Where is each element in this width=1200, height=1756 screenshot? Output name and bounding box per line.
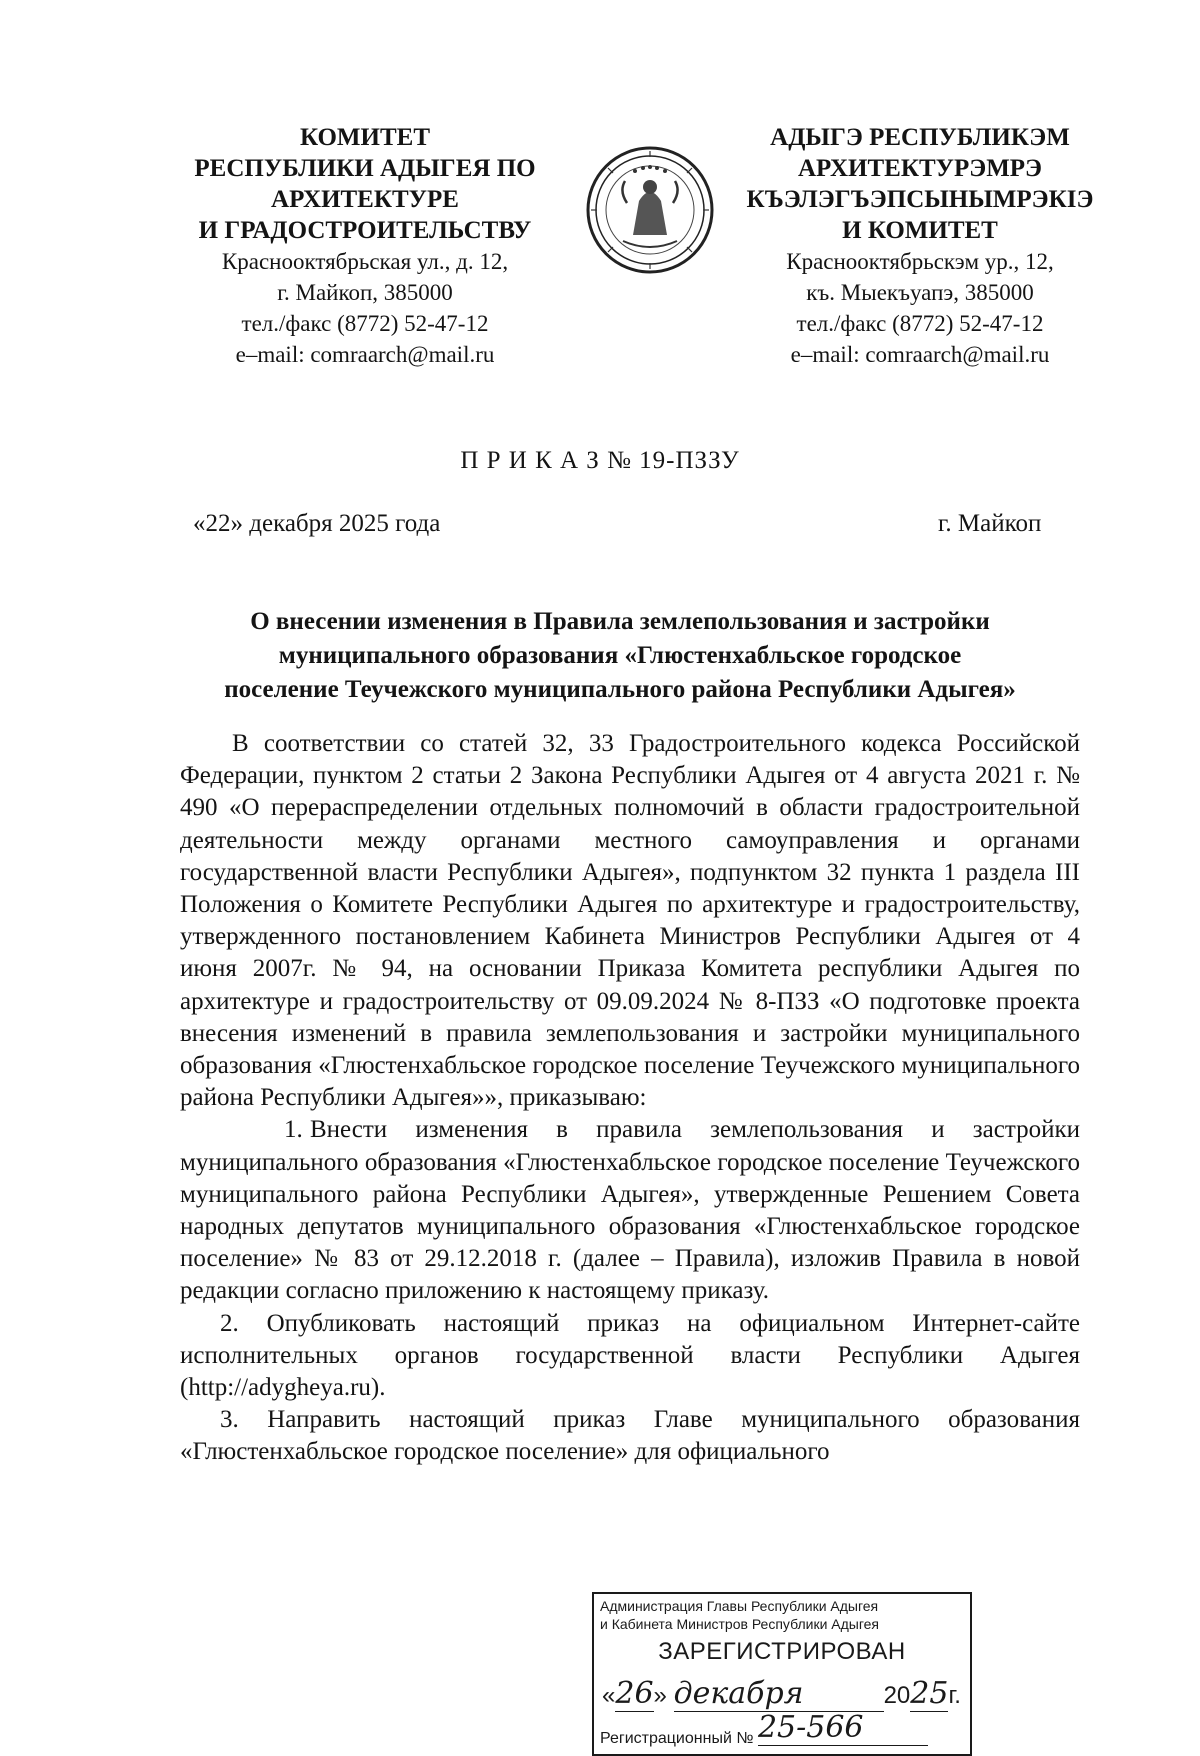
stamp-year-suffix: 25 (910, 1676, 949, 1711)
subject-line: О внесении изменения в Правила землепользования и застройки (250, 608, 990, 635)
org-line: И ГРАДОСТРОИТЕЛЬСТВУ (198, 217, 532, 244)
item-1-number: 1. (284, 1116, 303, 1144)
phone-line: тел./факс (8772) 52-47-12 (241, 311, 489, 336)
org-line: КОМИТЕТ (299, 124, 431, 151)
address-line: Краснооктябрьская ул., д. 12, (221, 249, 509, 274)
phone-line: тел./факс (8772) 52-47-12 (796, 311, 1044, 336)
item-1-paragraph (180, 1114, 1080, 1307)
org-line: РЕСПУБЛИКИ АДЫГЕЯ ПО (194, 155, 536, 182)
stamp-year-unit: г. (948, 1682, 961, 1709)
stamp-authority-line: и Кабинета Министров Республики Адыгея (600, 1616, 880, 1632)
org-name-ady (725, 122, 1115, 246)
org-line: И КОМИТЕТ (842, 217, 998, 244)
header-right-block (725, 122, 1115, 370)
stamp-year-prefix: 20 (883, 1682, 911, 1709)
address-line: г. Майкоп, 385000 (277, 280, 453, 305)
item-3-paragraph: 3. Направить настоящий приказ Главе муниципального образования «Глюстенхабльское городское поселение» для официального (180, 1406, 1080, 1466)
item-2-paragraph: 2. Опубликовать настоящий приказ на официальном Интернет-сайте исполнительных органов государственной власти Республики Адыгея (http://adygheya.ru). (180, 1309, 1080, 1402)
stamp-status: ЗАРЕГИСТРИРОВАН (658, 1638, 906, 1665)
org-line: АРХИТЕКТУРЭМРЭ (797, 155, 1043, 182)
header-left-block (165, 122, 565, 370)
stamp-date: «26» декабря 2025г. (602, 1676, 961, 1711)
org-line: КЪЭЛЭГЪЭПСЫНЫМРЭКIЭ (746, 186, 1094, 213)
coat-of-arms-icon (583, 143, 717, 277)
order-date: «22» декабря 2025 года (193, 510, 441, 537)
registration-stamp (592, 1592, 972, 1756)
item-1-text: Внести изменения в правила землепользования и застройки муниципального образования «Глюстенхабльское городское поселение Теучежского муниципального района Республики Адыгея», утвержденные Решением Совета народных депутатов муниципального образования «Глюстенхабльское городское поселение» № 83 от 29.12.2018 г. (далее – Правила), изложив Правила в новой редакции согласно приложению к настоящему приказу. (180, 1116, 1080, 1305)
org-name-ru (165, 122, 565, 246)
order-city: г. Майкоп (938, 510, 1042, 537)
org-address-ru (165, 246, 565, 370)
order-subject (160, 605, 1080, 707)
order-body (180, 728, 1080, 1469)
email-line: e–mail: comraarch@mail.ru (790, 342, 1050, 367)
email-line: e–mail: comraarch@mail.ru (235, 342, 495, 367)
stamp-reg-label: Регистрационный № (600, 1730, 754, 1747)
subject-line: муниципального образования «Глюстенхабльское городское (278, 642, 962, 669)
stamp-day: 26 (615, 1676, 654, 1711)
order-title: П Р И К А З № 19-ПЗЗУ (460, 447, 740, 474)
org-line: АДЫГЭ РЕСПУБЛИКЭМ (770, 124, 1070, 151)
address-line: къ. Мыекъуапэ, 385000 (806, 280, 1034, 305)
stamp-reg-number (600, 1710, 928, 1752)
preamble-paragraph: В соответствии со статей 32, 33 Градостроительного кодекса Российской Федерации, пунктом 2 статьи 2 Закона Республики Адыгея от 4 августа 2021 г. № 490 «О перераспределении отдельных полномочий в области градостроительной деятельности между органами местного самоуправления и органами государственной власти Республики Адыгея», подпунктом 32 пункта 1 раздела III Положения о Комитете Республики Адыгея по архитектуре и градостроительству, утвержденного постановлением Кабинета Министров Республики Адыгея от 4 июня 2007г. № 94, на основании Приказа Комитета республики Адыгея по архитектуре и градостроительству от 09.09.2024 № 8-ПЗЗ «О подготовке проекта внесения изменений в правила землепользования и застройки муниципального образования «Глюстенхабльское городское поселение Теучежского муниципального района Республики Адыгея»», приказываю: (180, 730, 1080, 1112)
address-line: Краснооктябрьскэм ур., 12, (786, 249, 1054, 274)
stamp-month: декабря (674, 1676, 884, 1712)
subject-line: поселение Теучежского муниципального района Республики Адыгея» (224, 676, 1016, 703)
stamp-reg-value: 25-566 (758, 1710, 928, 1746)
org-line: АРХИТЕКТУРЕ (271, 186, 459, 213)
org-address-ady (725, 246, 1115, 370)
stamp-authority-line: Администрация Главы Республики Адыгея (600, 1598, 879, 1614)
